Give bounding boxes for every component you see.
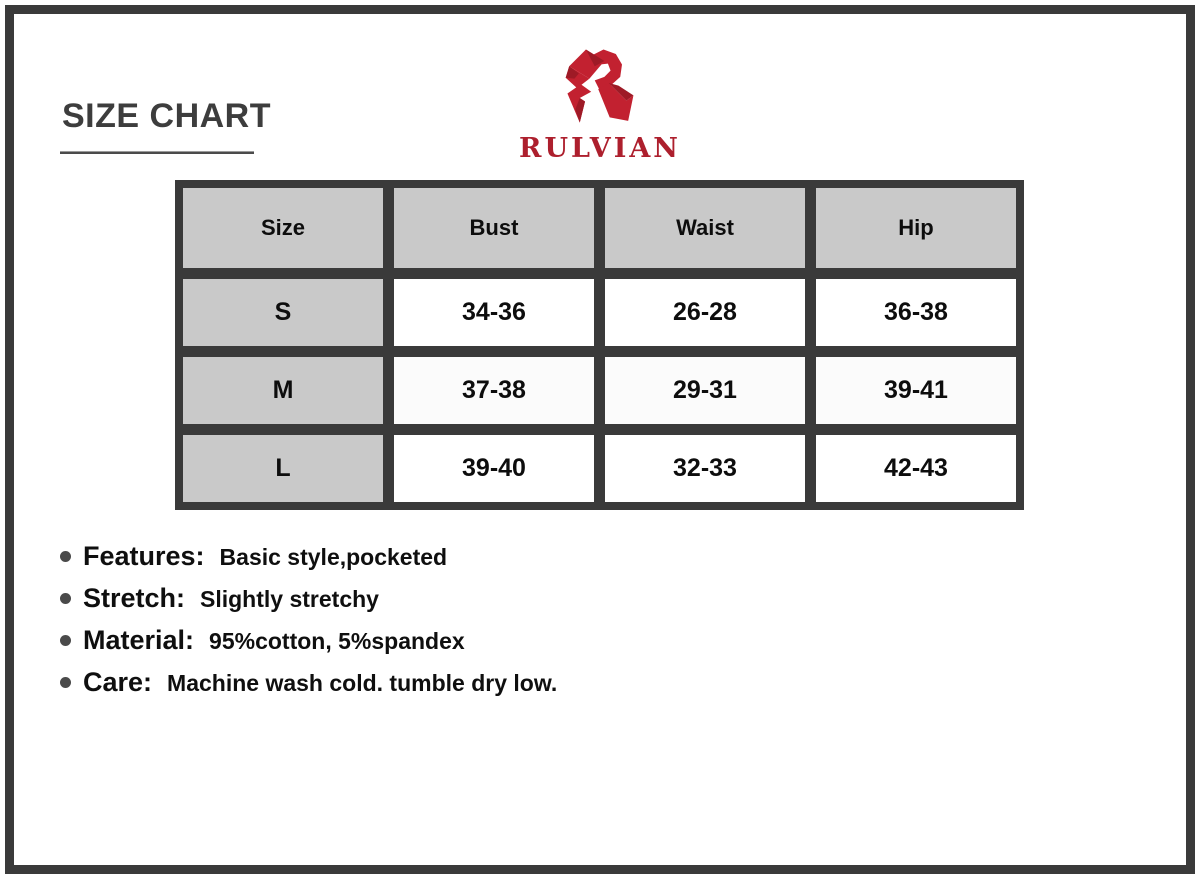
- table-row-m-waist: 29-31: [605, 357, 805, 424]
- detail-value: Basic style,pocketed: [219, 544, 448, 570]
- bullet-dot-icon: [60, 677, 71, 688]
- table-row-l-size: L: [183, 435, 383, 502]
- size-table-header-bust: Bust: [394, 188, 594, 268]
- detail-label: Material:: [83, 625, 195, 655]
- page-title: SIZE CHART: [62, 97, 271, 135]
- size-table-header-hip: Hip: [816, 188, 1016, 268]
- table-row-s-size: S: [183, 279, 383, 346]
- detail-stretch: [60, 583, 557, 614]
- detail-care: [60, 667, 557, 698]
- bullet-dot-icon: [60, 635, 71, 646]
- table-row-m-size: M: [183, 357, 383, 424]
- size-table: [175, 180, 1024, 510]
- detail-label: Care:: [83, 667, 153, 697]
- detail-material: [60, 625, 557, 656]
- bullet-dot-icon: [60, 551, 71, 562]
- detail-value: Machine wash cold. tumble dry low.: [167, 670, 558, 696]
- size-table-header-size: Size: [183, 188, 383, 268]
- table-row-m-hip: 39-41: [816, 357, 1016, 424]
- product-details-list: [60, 541, 557, 698]
- brand-name: RULVIAN: [519, 133, 681, 164]
- detail-label: Features:: [83, 541, 205, 571]
- table-row-s-waist: 26-28: [605, 279, 805, 346]
- detail-value: 95%cotton, 5%spandex: [209, 628, 465, 654]
- detail-label: Stretch:: [83, 583, 186, 613]
- brand-block: [0, 36, 1200, 164]
- rulvian-r-logo-icon: [556, 36, 644, 130]
- size-table-header-waist: Waist: [605, 188, 805, 268]
- table-row-l-hip: 42-43: [816, 435, 1016, 502]
- bullet-dot-icon: [60, 593, 71, 604]
- detail-value: Slightly stretchy: [200, 586, 379, 612]
- table-row-s-hip: 36-38: [816, 279, 1016, 346]
- table-row-s-bust: 34-36: [394, 279, 594, 346]
- table-row-l-bust: 39-40: [394, 435, 594, 502]
- table-row-m-bust: 37-38: [394, 357, 594, 424]
- detail-features: [60, 541, 557, 572]
- table-row-l-waist: 32-33: [605, 435, 805, 502]
